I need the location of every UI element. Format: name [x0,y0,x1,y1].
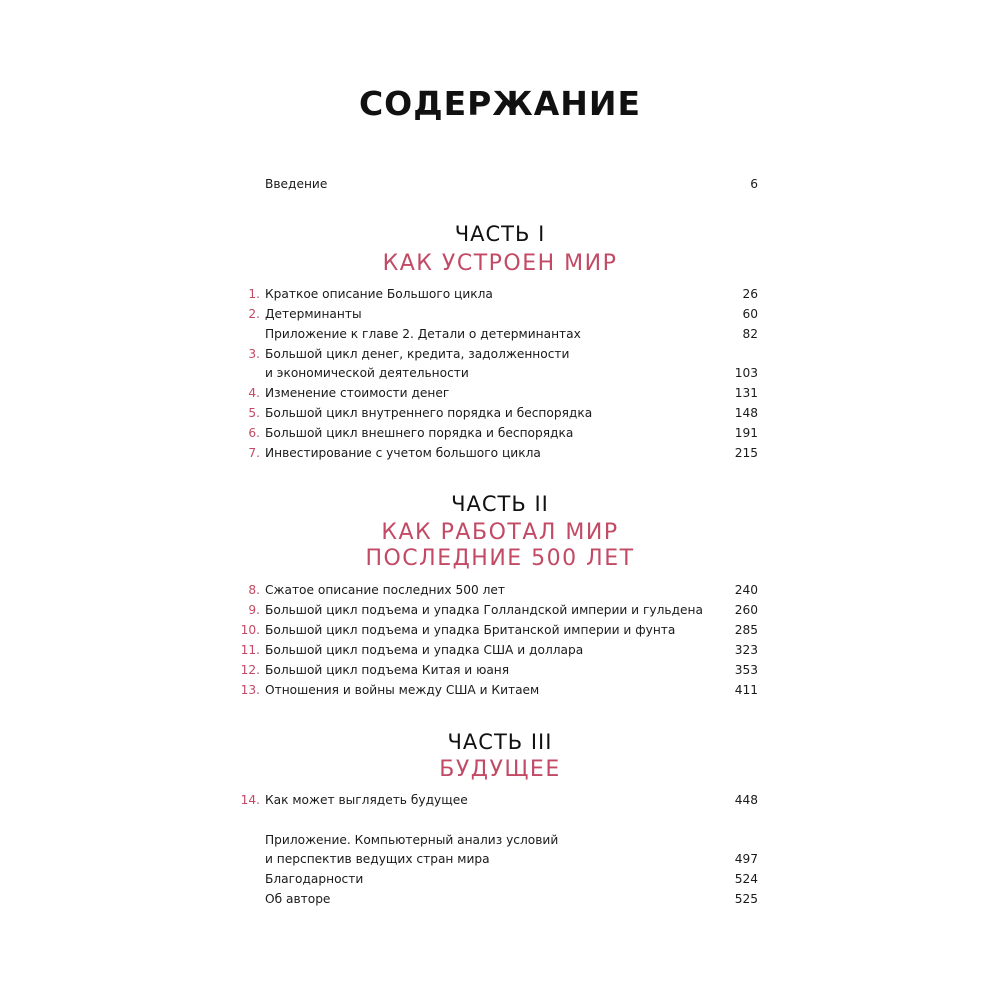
chapter-number: 8. [248,583,260,597]
entry-title: Приложение. Компьютерный анализ условий [265,833,559,847]
entry-title: и экономической деятельности [265,366,469,380]
chapter-number: 6. [248,426,260,440]
entry-page: 191 [734,426,758,440]
entry-page: 260 [734,603,758,617]
entry-title: Детерминанты [265,307,362,321]
chapter-number: 3. [248,347,260,361]
toc-entry[interactable] [0,660,1000,680]
entry-page: 497 [734,852,758,866]
toc-entry[interactable] [0,284,1000,304]
part-2-name-line-2: ПОСЛЕДНИЕ 500 ЛЕТ [365,546,635,571]
chapter-number: 5. [248,406,260,420]
entry-page: 323 [734,643,758,657]
chapter-number: 1. [248,287,260,301]
entry-title: Большой цикл подъема и упадка Британской империи и фунта [265,623,676,637]
toc-entry-intro[interactable] [0,174,1000,194]
toc-entry[interactable] [0,869,1000,889]
entry-title: Сжатое описание последних 500 лет [265,583,506,597]
entry-page: 525 [734,892,758,906]
entry-title: Введение [265,177,328,191]
entry-page: 448 [734,793,758,807]
entry-page: 131 [734,386,758,400]
entry-title: Благодарности [265,872,364,886]
toc-entry[interactable] [0,830,1000,850]
part-3-label: ЧАСТЬ III [447,730,553,754]
part-1-name: КАК УСТРОЕН МИР [382,251,618,276]
entry-title: Большой цикл подъема и упадка Голландской империи и гульдена [265,603,703,617]
toc-entry-continuation[interactable] [0,849,1000,869]
entry-page: 411 [734,683,758,697]
toc-entry[interactable] [0,403,1000,423]
entry-page: 60 [742,307,758,321]
entry-page: 82 [742,327,758,341]
toc-entry[interactable] [0,620,1000,640]
toc-entry[interactable] [0,304,1000,324]
entry-title: Об авторе [265,892,331,906]
entry-page: 26 [742,287,758,301]
chapter-number: 10. [240,623,260,637]
toc-entry[interactable] [0,889,1000,909]
entry-title: Отношения и войны между США и Китаем [265,683,540,697]
entry-title: Большой цикл денег, кредита, задолженности [265,347,570,361]
entry-page: 285 [734,623,758,637]
part-1-label: ЧАСТЬ I [454,222,546,246]
entry-page: 6 [750,177,758,191]
part-3-name: БУДУЩЕЕ [439,757,561,782]
chapter-number: 12. [240,663,260,677]
toc-entry[interactable] [0,600,1000,620]
entry-title: Большой цикл подъема Китая и юаня [265,663,510,677]
entry-page: 240 [734,583,758,597]
entry-title: Приложение к главе 2. Детали о детерминантах [265,327,581,341]
toc-entry[interactable] [0,790,1000,810]
chapter-number: 9. [248,603,260,617]
entry-title: и перспектив ведущих стран мира [265,852,490,866]
chapter-number: 4. [248,386,260,400]
entry-page: 148 [734,406,758,420]
toc-entry[interactable] [0,640,1000,660]
entry-title: Большой цикл подъема и упадка США и доллара [265,643,584,657]
part-2-name-line-1: КАК РАБОТАЛ МИР [381,520,619,545]
entry-page: 524 [734,872,758,886]
entry-page: 103 [734,366,758,380]
toc-entry[interactable] [0,324,1000,344]
chapter-number: 14. [240,793,260,807]
entry-title: Инвестирование с учетом большого цикла [265,446,541,460]
entry-page: 353 [734,663,758,677]
chapter-number: 7. [248,446,260,460]
chapter-number: 2. [248,307,260,321]
entry-title: Краткое описание Большого цикла [265,287,493,301]
toc-entry[interactable] [0,680,1000,700]
toc-entry[interactable] [0,443,1000,463]
entry-title: Большой цикл внешнего порядка и беспорядка [265,426,574,440]
toc-entry[interactable] [0,344,1000,364]
page-title: СОДЕРЖАНИЕ [358,84,642,123]
toc-entry[interactable] [0,423,1000,443]
chapter-number: 11. [240,643,260,657]
entry-title: Большой цикл внутреннего порядка и беспорядка [265,406,593,420]
part-2-label: ЧАСТЬ II [451,492,549,516]
entry-title: Как может выглядеть будущее [265,793,468,807]
toc-entry-continuation[interactable] [0,363,1000,383]
entry-title: Изменение стоимости денег [265,386,450,400]
chapter-number: 13. [240,683,260,697]
toc-entry[interactable] [0,580,1000,600]
entry-page: 215 [734,446,758,460]
toc-entry[interactable] [0,383,1000,403]
